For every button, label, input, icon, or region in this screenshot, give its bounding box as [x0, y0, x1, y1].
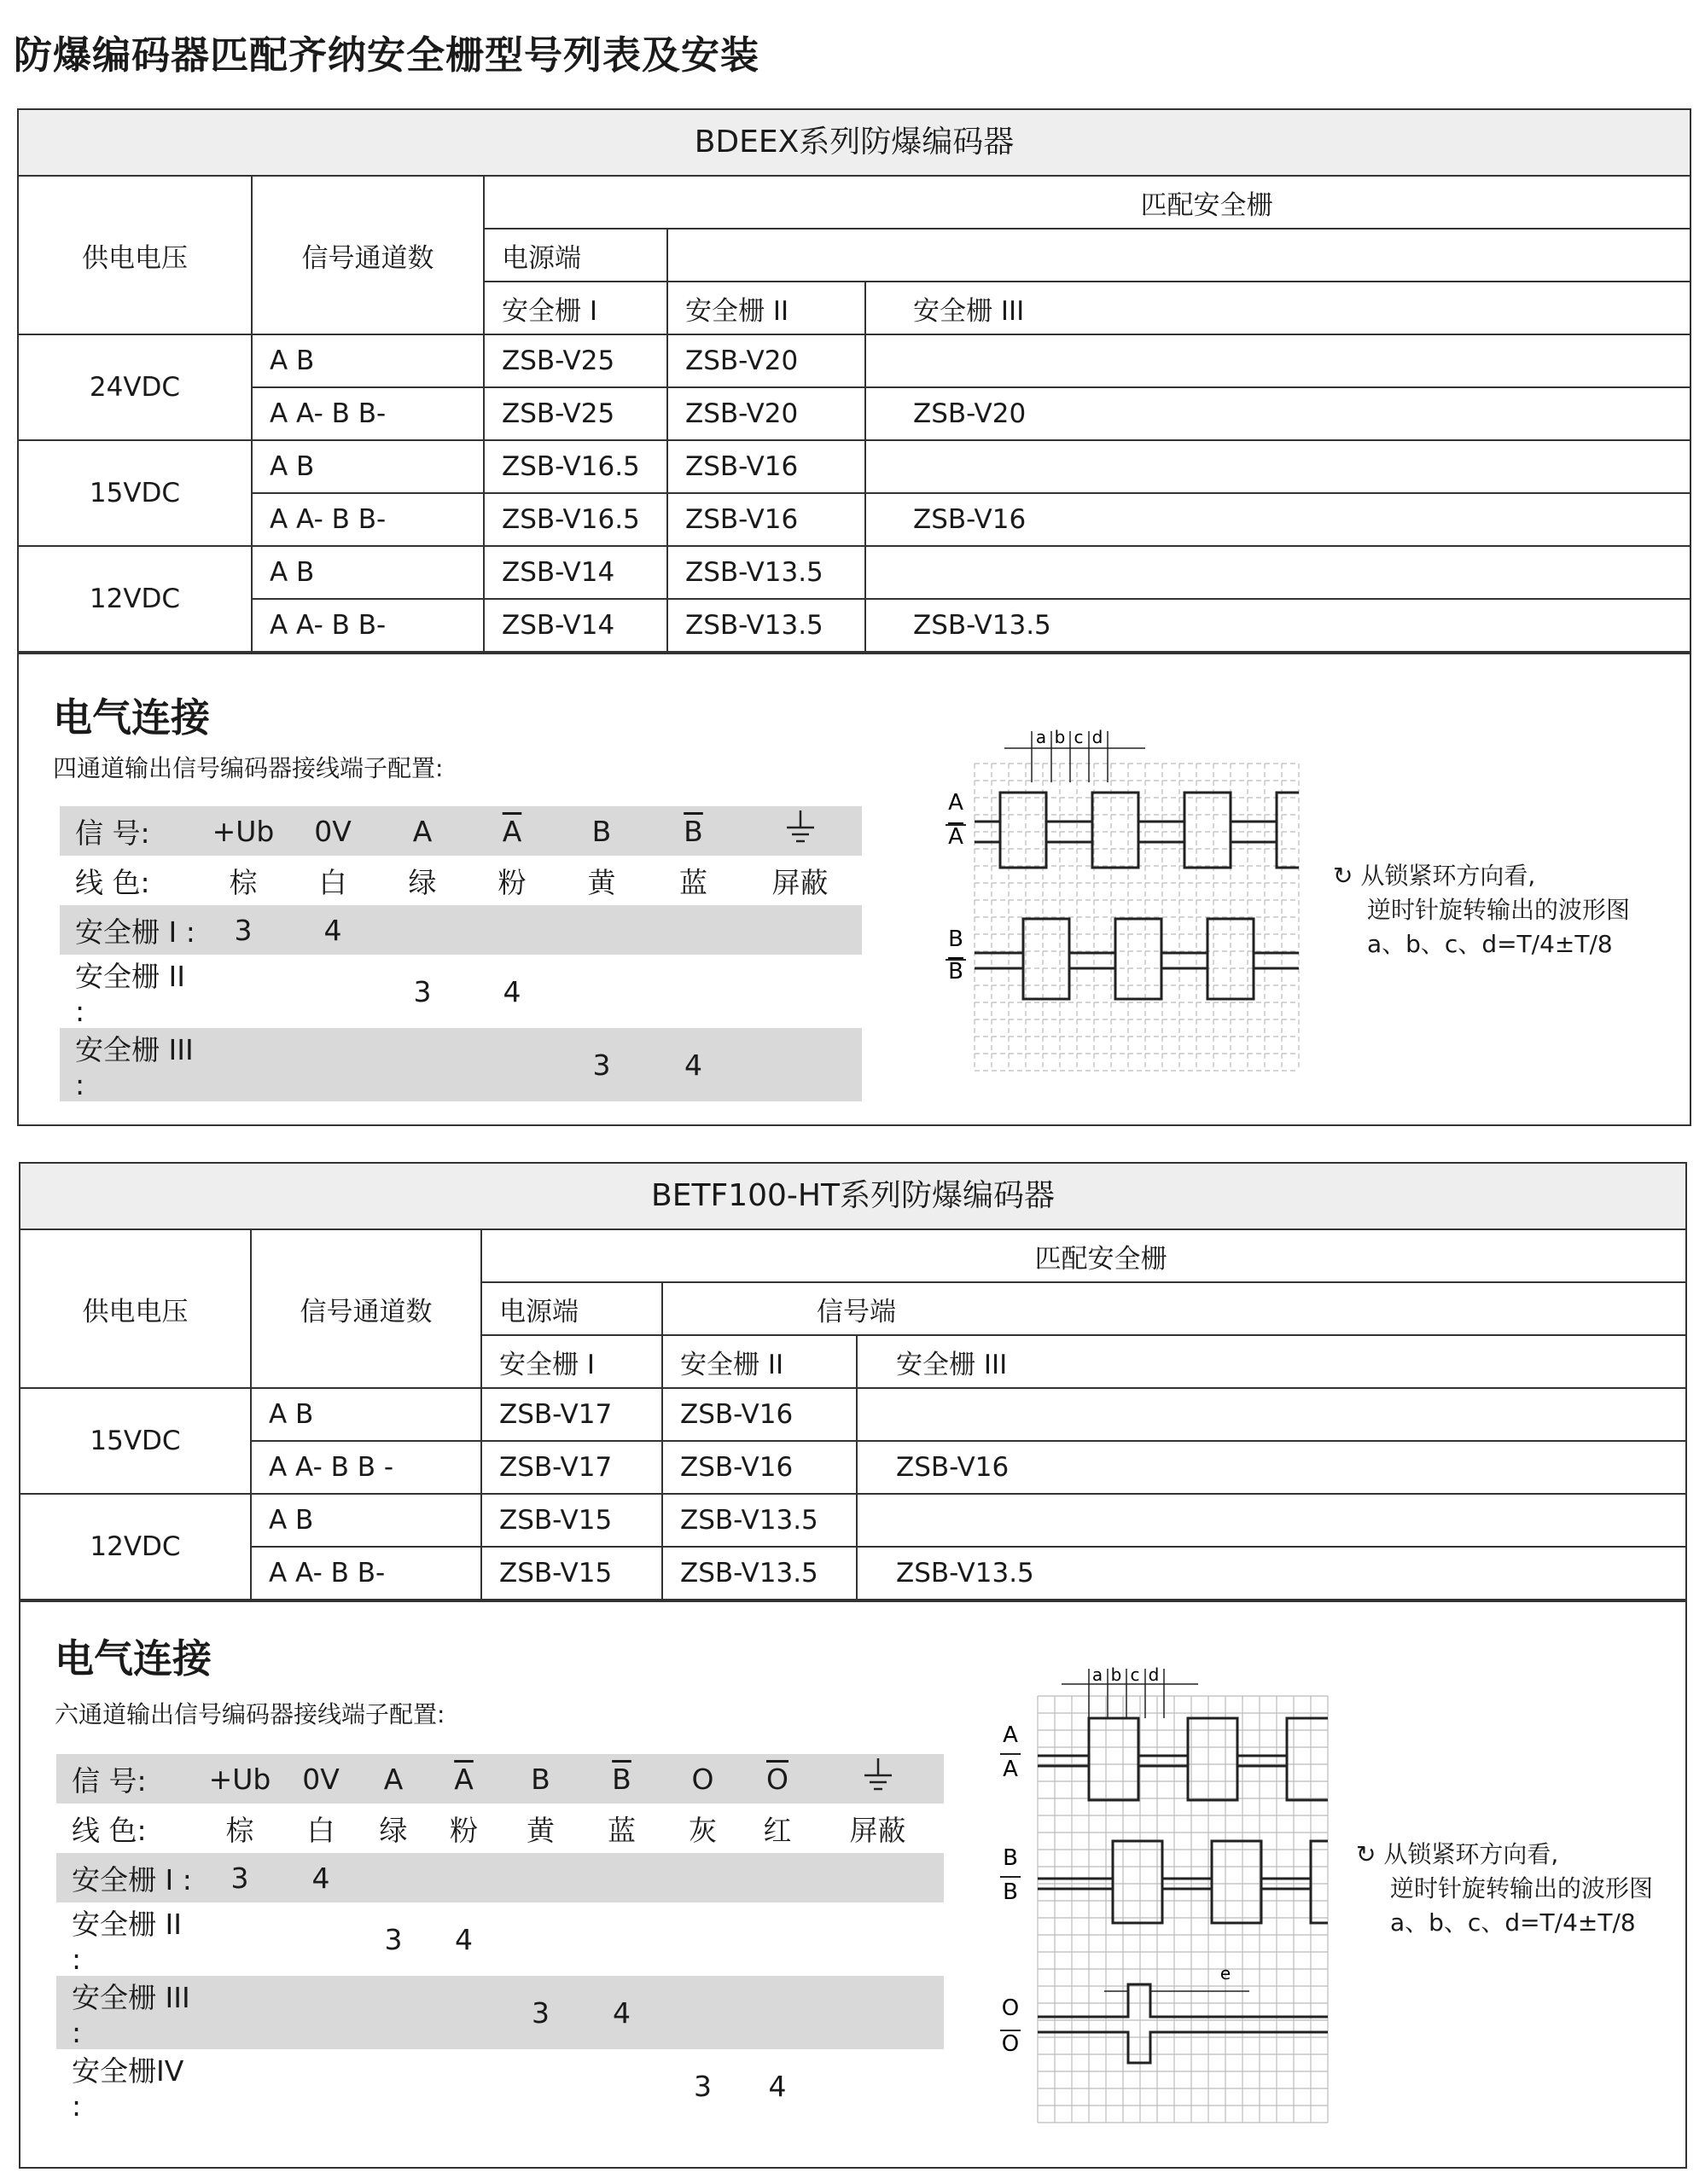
trace-a — [1038, 1718, 1328, 1766]
wave-top-label: d — [1148, 1664, 1160, 1685]
color-cell: 绿 — [379, 1813, 408, 1847]
signal-cell: $\overline{B}$ — [684, 814, 703, 848]
header-voltage: 供电电压 — [20, 1230, 251, 1388]
header-channels: 信号通道数 — [251, 1230, 481, 1388]
g2-label: 安全栅 II : — [72, 1908, 182, 1976]
wave-top-label: c — [1074, 727, 1084, 747]
g1-cell: ZSB-V17 — [481, 1441, 662, 1494]
section-banner: BDEEX系列防爆编码器 — [19, 110, 1690, 177]
header-g2: 安全栅 II — [667, 282, 865, 334]
ground-icon — [738, 806, 862, 856]
channel-cell: A B — [252, 334, 484, 387]
wiring-table — [60, 806, 862, 1101]
header-g3: 安全栅 III — [865, 282, 1690, 334]
g2-pin: 3 — [384, 1922, 403, 1956]
electrical-connection — [19, 653, 1690, 1119]
wave-top-label: a — [1035, 727, 1047, 747]
g2-pin: 3 — [413, 974, 432, 1008]
header-g2: 安全栅 II — [662, 1335, 857, 1388]
ground-icon — [812, 1754, 944, 1804]
g3-label: 安全栅 III : — [56, 1976, 197, 2049]
color-cell: 屏蔽 — [771, 865, 829, 899]
wave-top-label: b — [1054, 727, 1066, 747]
g1-cell: ZSB-V14 — [484, 546, 667, 599]
voltage-cell: 12VDC — [19, 546, 252, 652]
trace-o-bar — [1038, 2032, 1328, 2063]
wave-signal-label: B — [948, 926, 963, 952]
g2-cell: ZSB-V13.5 — [667, 599, 865, 652]
color-cell: 粉 — [498, 865, 527, 899]
g3-pin: 4 — [649, 1028, 738, 1101]
signal-cell: $\overline{B}$ — [612, 1762, 631, 1796]
g1-pin: 4 — [282, 1853, 359, 1902]
channel-cell: A B — [252, 546, 484, 599]
g2-pin: 4 — [455, 1922, 473, 1956]
spec-table — [19, 177, 1690, 653]
signal-cell: 0V — [282, 1754, 359, 1804]
header-match: 匹配安全栅 — [484, 177, 1690, 229]
g1-cell: ZSB-V25 — [484, 387, 667, 440]
elec-title: 电气连接 — [55, 1635, 212, 1682]
trace-b — [1038, 1841, 1328, 1889]
g4-pin: 3 — [694, 2069, 712, 2103]
wave-note — [1356, 1838, 1653, 1940]
g1-pin: 4 — [290, 905, 375, 955]
g1-pin: 3 — [196, 905, 290, 955]
channel-cell: A A- B B- — [251, 1547, 481, 1600]
wave-signal-label: B — [1003, 1879, 1018, 1905]
signal-label: 信 号: — [56, 1754, 197, 1804]
voltage-cell: 15VDC — [19, 440, 252, 546]
wiring-table — [56, 1754, 944, 2123]
waveform-diagram — [976, 1662, 1369, 2140]
g3-cell: ZSB-V13.5 — [865, 599, 1690, 652]
g3-cell: ZSB-V20 — [865, 387, 1690, 440]
note-line: 逆时针旋转输出的波形图 — [1390, 1874, 1654, 1902]
g2-cell: ZSB-V20 — [667, 334, 865, 387]
g3-pin: 3 — [500, 1976, 581, 2049]
g1-cell: ZSB-V17 — [481, 1388, 662, 1441]
trace-b-bar — [975, 953, 1299, 999]
g2-cell: ZSB-V20 — [667, 387, 865, 440]
note-line: 从锁紧环方向看, — [1360, 862, 1536, 890]
color-cell: 绿 — [408, 865, 437, 899]
page-title: 防爆编码器匹配齐纳安全栅型号列表及安装 — [14, 32, 760, 78]
color-cell: 蓝 — [608, 1813, 636, 1847]
g3-cell — [865, 334, 1690, 387]
note-line: a、b、c、d=T/4±T/8 — [1390, 1908, 1636, 1937]
g1-cell: ZSB-V15 — [481, 1547, 662, 1600]
signal-cell: +Ub — [196, 806, 290, 856]
wave-top-label: c — [1130, 1664, 1140, 1685]
color-cell: 屏蔽 — [849, 1813, 906, 1847]
signal-cell: A — [375, 806, 469, 856]
wave-signal-label: A — [1003, 1757, 1018, 1782]
channel-cell: A B — [252, 440, 484, 493]
header-power: 电源端 — [481, 1282, 662, 1335]
g3-cell: ZSB-V16 — [865, 493, 1690, 546]
signal-cell: A — [359, 1754, 428, 1804]
rotation-icon: ↻ — [1333, 862, 1361, 890]
g2-pin: 4 — [503, 974, 521, 1008]
g2-cell: ZSB-V16 — [667, 440, 865, 493]
trace-a — [975, 793, 1299, 842]
wave-top-label: a — [1091, 1664, 1103, 1685]
note-line: 从锁紧环方向看, — [1383, 1840, 1559, 1868]
channel-cell: A B — [251, 1388, 481, 1441]
header-channels: 信号通道数 — [252, 177, 484, 334]
betf100-section — [19, 1162, 1687, 2169]
g1-pin: 3 — [197, 1853, 282, 1902]
g2-cell: ZSB-V13.5 — [662, 1547, 857, 1600]
g3-cell: ZSB-V13.5 — [857, 1547, 1685, 1600]
g1-label: 安全栅 I : — [60, 905, 196, 955]
note-line: a、b、c、d=T/4±T/8 — [1367, 930, 1613, 958]
wave-e-label: e — [1219, 1963, 1231, 1984]
signal-cell: B — [555, 806, 649, 856]
trace-a-bar — [1038, 1756, 1328, 1800]
voltage-cell: 24VDC — [19, 334, 252, 440]
color-cell: 白 — [306, 1813, 335, 1847]
wave-signal-label: B — [1003, 1845, 1018, 1871]
wave-note — [1333, 859, 1630, 961]
signal-cell: +Ub — [197, 1754, 282, 1804]
wave-top-label: d — [1091, 727, 1103, 747]
g1-cell: ZSB-V16.5 — [484, 493, 667, 546]
g1-cell: ZSB-V16.5 — [484, 440, 667, 493]
g4-pin: 4 — [768, 2069, 787, 2103]
signal-cell: $\overline{O}$ — [766, 1762, 788, 1796]
elec-subtitle: 六通道输出信号编码器接线端子配置: — [55, 1700, 445, 1728]
bdeex-section — [17, 108, 1691, 1126]
wave-signal-label: B — [948, 959, 963, 985]
wave-top-label: b — [1110, 1664, 1122, 1685]
channel-cell: A A- B B- — [252, 599, 484, 652]
header-match: 匹配安全栅 — [481, 1230, 1685, 1282]
g3-cell — [857, 1388, 1685, 1441]
header-g3: 安全栅 III — [857, 1335, 1685, 1388]
wave-signal-label: O — [1001, 2031, 1020, 2057]
channel-cell: A B — [251, 1494, 481, 1547]
channel-cell: A A- B B- — [252, 387, 484, 440]
color-cell: 蓝 — [679, 865, 707, 899]
color-cell: 黄 — [587, 865, 616, 899]
g2-cell: ZSB-V13.5 — [662, 1494, 857, 1547]
g1-cell: ZSB-V15 — [481, 1494, 662, 1547]
g1-label: 安全栅 I : — [56, 1853, 197, 1902]
signal-cell: O — [662, 1754, 743, 1804]
wave-signal-label: A — [1003, 1722, 1018, 1748]
color-label: 线 色: — [75, 865, 150, 899]
header-voltage: 供电电压 — [19, 177, 252, 334]
channel-cell: A A- B B - — [251, 1441, 481, 1494]
color-cell: 棕 — [229, 865, 258, 899]
g1-cell: ZSB-V14 — [484, 599, 667, 652]
color-cell: 白 — [318, 865, 347, 899]
g3-pin: 3 — [555, 1028, 649, 1101]
g3-cell: ZSB-V16 — [857, 1441, 1685, 1494]
signal-cell: B — [500, 1754, 581, 1804]
g3-cell — [865, 546, 1690, 599]
signal-cell: $\overline{A}$ — [502, 814, 522, 848]
elec-subtitle: 四通道输出信号编码器接线端子配置: — [53, 754, 444, 782]
g2-label: 安全栅 II : — [75, 960, 185, 1028]
section-banner: BETF100-HT系列防爆编码器 — [20, 1164, 1685, 1230]
voltage-cell: 15VDC — [20, 1388, 251, 1494]
header-power: 电源端 — [484, 229, 667, 282]
channel-cell: A A- B B- — [252, 493, 484, 546]
waveform-diagram — [923, 723, 1316, 1081]
g2-cell: ZSB-V16 — [662, 1388, 857, 1441]
g1-cell: ZSB-V25 — [484, 334, 667, 387]
g3-pin: 4 — [581, 1976, 662, 2049]
color-cell: 灰 — [689, 1813, 717, 1847]
signal-label: 信 号: — [60, 806, 196, 856]
spec-table — [20, 1230, 1685, 1600]
g3-cell — [857, 1494, 1685, 1547]
rotation-icon: ↻ — [1356, 1840, 1384, 1868]
wave-signal-label: O — [1001, 1995, 1020, 2021]
electrical-connection — [20, 1600, 1685, 2157]
note-line: 逆时针旋转输出的波形图 — [1367, 896, 1631, 924]
color-cell: 红 — [763, 1813, 792, 1847]
header-g1: 安全栅 I — [484, 282, 667, 334]
header-signal: 信号端 — [662, 1282, 1685, 1335]
g3-label: 安全栅 III : — [60, 1028, 196, 1101]
color-cell: 棕 — [225, 1813, 254, 1847]
signal-cell: $\overline{A}$ — [454, 1762, 474, 1796]
trace-o — [1038, 1984, 1328, 2017]
color-cell: 黄 — [527, 1813, 555, 1847]
g2-cell: ZSB-V16 — [662, 1441, 857, 1494]
g2-cell: ZSB-V13.5 — [667, 546, 865, 599]
voltage-cell: 12VDC — [20, 1494, 251, 1600]
trace-a-bar — [975, 822, 1299, 868]
header-g1: 安全栅 I — [481, 1335, 662, 1388]
wave-signal-label: A — [948, 790, 963, 816]
wave-signal-label: A — [948, 824, 963, 850]
g3-cell — [865, 440, 1690, 493]
signal-cell: 0V — [290, 806, 375, 856]
elec-title: 电气连接 — [53, 694, 210, 741]
g4-label: 安全栅IV : — [72, 2054, 184, 2123]
color-label: 线 色: — [72, 1813, 147, 1847]
color-cell: 粉 — [450, 1813, 478, 1847]
g2-cell: ZSB-V16 — [667, 493, 865, 546]
